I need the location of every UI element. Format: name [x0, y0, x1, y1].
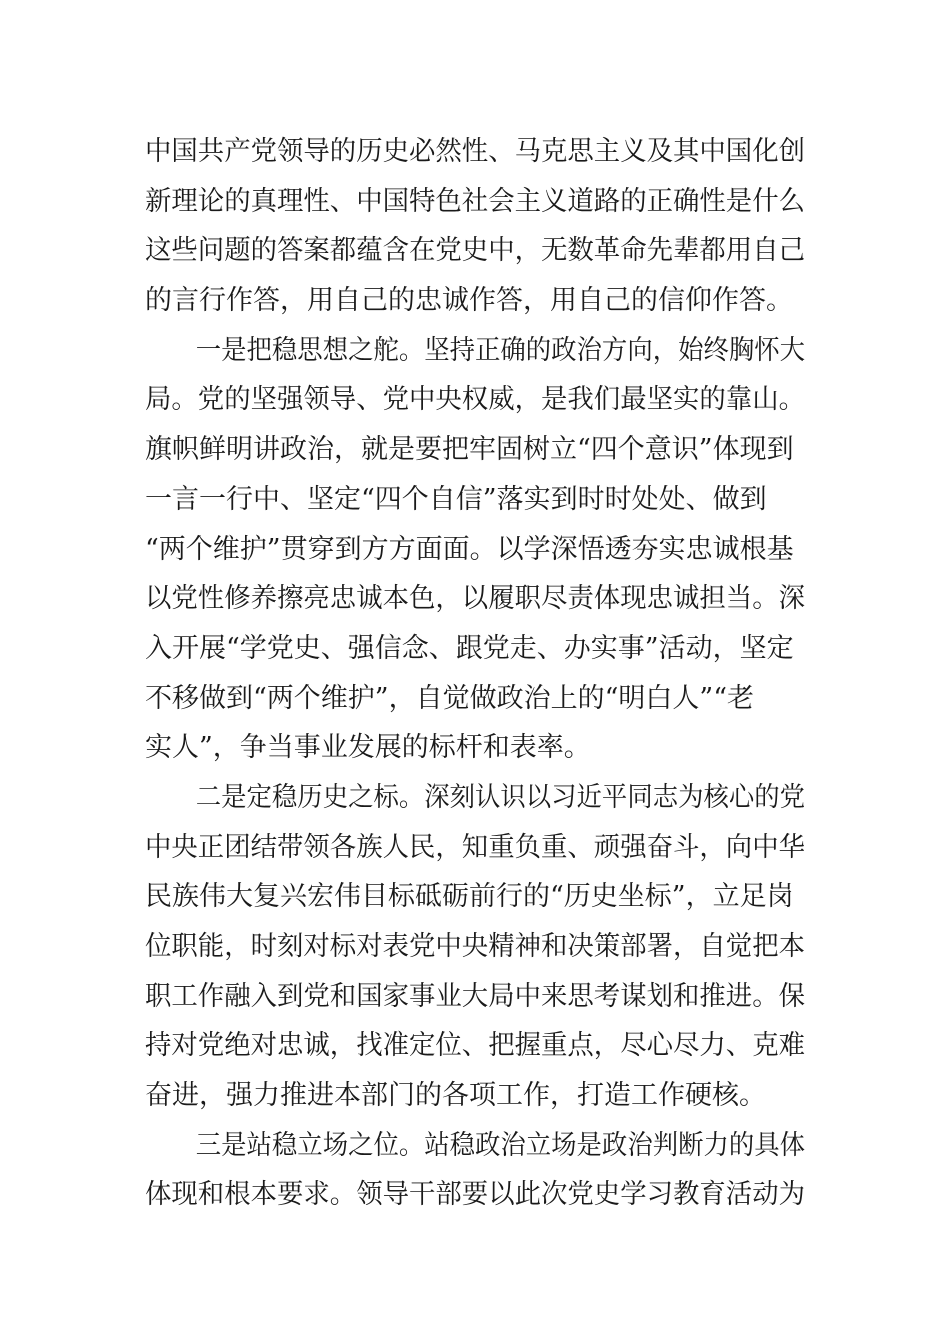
text-line: 的言行作答，用自己的忠诚作答，用自己的信仰作答。	[145, 285, 793, 317]
text-line: 持对党绝对忠诚，找准定位、把握重点，尽心尽力、克难	[145, 1030, 806, 1062]
text-line: 位职能，时刻对标对表党中央精神和决策部署，自觉把本	[145, 931, 806, 962]
text-line: 一言一行中、坚定“四个自信”落实到时时处处、做到	[145, 483, 767, 515]
body-text	[145, 127, 805, 1220]
text-line: 不移做到“两个维护”，自觉做政治上的“明白人”“老	[145, 682, 755, 714]
text-line: 民族伟大复兴宏伟目标砥砺前行的“历史坐标”，立足岗	[145, 881, 794, 913]
text-line: 奋进，强力推进本部门的各项工作，打造工作硬核。	[145, 1080, 766, 1112]
text-line: “两个维护”贯穿到方方面面。以学深悟透夯实忠诚根基	[145, 533, 794, 565]
text-line: 体现和根本要求。领导干部要以此次党史学习教育活动为	[145, 1179, 806, 1211]
paragraph-1-start: 一是把稳思想之舵。坚持正确的政治方向，始终胸怀大	[145, 334, 806, 366]
paragraph-2-start: 二是定稳历史之标。深刻认识以习近平同志为核心的党	[145, 781, 806, 813]
text-line: 中国共产党领导的历史必然性、马克思主义及其中国化创	[145, 136, 806, 167]
text-line: 这些问题的答案都蕴含在党史中，无数革命先辈都用自己	[145, 235, 806, 267]
text-line: 中央正团结带领各族人民，知重负重、顽强奋斗，向中华	[145, 831, 806, 863]
text-line: 入开展“学党史、强信念、跟党走、办实事”活动，坚定	[145, 632, 794, 664]
text-line: 以党性修养擦亮忠诚本色，以履职尽责体现忠诚担当。深	[145, 583, 806, 615]
text-line: 局。党的坚强领导、党中央权威，是我们最坚实的靠山。	[145, 384, 806, 416]
text-line: 实人”，争当事业发展的标杆和表率。	[145, 732, 591, 764]
text-line: 职工作融入到党和国家事业大局中来思考谋划和推进。保	[145, 980, 806, 1012]
text-line: 旗帜鲜明讲政治，就是要把牢固树立“四个意识”体现到	[145, 434, 794, 466]
text-line: 新理论的真理性、中国特色社会主义道路的正确性是什么	[145, 185, 806, 217]
paragraph-3-start: 三是站稳立场之位。站稳政治立场是政治判断力的具体	[145, 1129, 806, 1161]
